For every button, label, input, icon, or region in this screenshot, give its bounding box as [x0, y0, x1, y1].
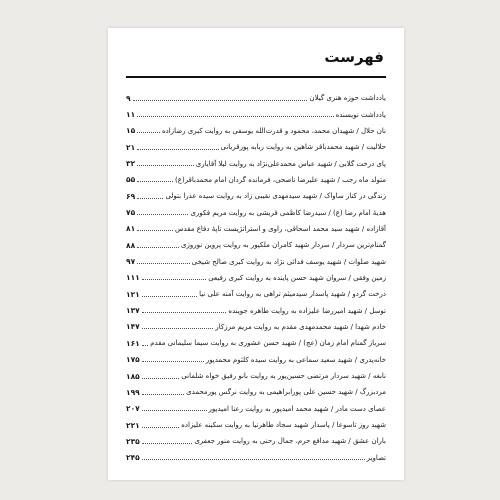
- toc-entry-title: تصاویر: [366, 453, 386, 462]
- dot-leader: [137, 214, 188, 215]
- toc-entry: [126, 188, 386, 204]
- toc-page-number: ۳۲: [126, 159, 136, 169]
- toc-page-number: ۲۴۵: [126, 453, 140, 463]
- table-of-contents: [126, 90, 386, 466]
- dot-leader: [142, 279, 206, 280]
- dot-leader: [137, 165, 194, 166]
- dot-leader: [137, 116, 333, 117]
- dot-leader: [142, 361, 204, 362]
- toc-page-number: ۲۱: [126, 142, 136, 152]
- toc-page-number: ۸۱: [126, 224, 136, 234]
- dot-leader: [142, 378, 180, 379]
- toc-entry-title: یادداشت حوزه هنری گیلان: [309, 94, 386, 103]
- toc-entry-title: درخت گردو / شهید پاسدار سیدمیثم تراهی به روایت آمنه علی نیا: [199, 290, 386, 299]
- toc-entry-title: زندگی در کنار ساواک / شهید سیدمهدی نقیبی زاد به روایت سیده عذرا بتولی: [165, 192, 386, 201]
- toc-entry-title: متولد ماه رجب / شهید علیرضا ناصحی، فرمانده گردان امام محمدباقر(ع): [175, 175, 386, 184]
- toc-entry-title: یادداشت نویسنده: [335, 110, 386, 119]
- dot-leader: [142, 459, 365, 460]
- toc-entry: [126, 450, 386, 466]
- dot-leader: [142, 345, 148, 346]
- toc-page-number: ۹: [126, 93, 131, 103]
- toc-page-number: ۲۳۵: [126, 436, 140, 446]
- toc-page-number: ۲۰۷: [126, 404, 140, 414]
- dot-leader: [137, 247, 179, 248]
- toc-entry-title: حلالیت / شهید محمدباقر شاهین به روایت ربابه پورقربانی: [220, 143, 386, 152]
- dot-leader: [133, 100, 308, 101]
- toc-entry: [126, 106, 386, 122]
- toc-entry-title: شهید روز تاسوعا / پاسدار شهید سجاد طاهرنیا به روایت سکینه علیزاده: [181, 421, 386, 430]
- toc-entry: [126, 384, 386, 400]
- toc-entry-title: پای درخت گلابی / شهید عباس محمدعلی‌نژاد به روایت لیلا آقایاری: [195, 159, 386, 168]
- dot-leader: [142, 410, 207, 411]
- toc-entry-title: زمین وفقی / سروان شهید حسن پاینده به روایت کبری رفیعی: [208, 273, 386, 282]
- toc-page-number: ۲۲۱: [126, 420, 140, 430]
- toc-entry: [126, 139, 386, 155]
- toc-entry-title: آقازاده / شهید سید محمد اسحاقی، راوی و استراتژیست تاپهٔ دفاع مقدس: [174, 224, 386, 233]
- toc-entry: [126, 155, 386, 171]
- toc-page-number: ۸۸: [126, 240, 136, 250]
- toc-entry: [126, 204, 386, 220]
- dot-leader: [137, 263, 189, 264]
- book-page: [108, 28, 404, 480]
- toc-entry-title: نابغه / شهید سردار مرتضی حسین‌پور به روایت بانو رفیق خواه شلمانی: [181, 372, 386, 381]
- dot-leader: [137, 181, 173, 182]
- toc-entry: [126, 253, 386, 269]
- toc-entry-title: گمنام‌ترین سردار / سردار شهید کامران ملکپور به روایت پروین نوروزی: [181, 241, 386, 250]
- toc-page-number: ۱۹۹: [126, 387, 140, 397]
- toc-page-number: ۱۶۱: [126, 338, 140, 348]
- toc-page-number: ۵۵: [126, 175, 136, 185]
- toc-page-number: ۹۷: [126, 257, 136, 267]
- toc-entry-title: خانه‌پدری / شهید سعید سماعی به روایت سیده کلثوم محمدپور: [205, 355, 386, 364]
- toc-entry: [126, 319, 386, 335]
- toc-entry-title: عصای دست مادر / شهید محمد امیدپور به روایت رعنا امیدپور: [208, 404, 386, 413]
- dot-leader: [142, 427, 179, 428]
- toc-entry-title: نان حلال / شهیدان محمد، محمود و قدرت‌الله یوسفی به روایت کبری رضازاده: [161, 126, 386, 135]
- toc-entry-title: شهید صلوات / شهید یوسف فدائی نژاد به روایت کبری صالح شیخی: [191, 257, 386, 266]
- toc-entry-title: باران عشق / شهید مدافع حرم، جمال رحنی به روایت منور جعفری: [194, 437, 386, 446]
- toc-entry: [126, 286, 386, 302]
- toc-page-number: ۱۱۱: [126, 273, 140, 283]
- dot-leader: [142, 296, 197, 297]
- toc-entry: [126, 401, 386, 417]
- toc-entry: [126, 172, 386, 188]
- toc-entry: [126, 123, 386, 139]
- toc-page-number: ۱۸۵: [126, 371, 140, 381]
- toc-entry: [126, 90, 386, 106]
- toc-entry: [126, 368, 386, 384]
- toc-entry: [126, 221, 386, 237]
- toc-entry: [126, 433, 386, 449]
- dot-leader: [137, 149, 218, 150]
- dot-leader: [137, 198, 163, 199]
- dot-leader: [142, 394, 184, 395]
- toc-page-number: ۷۵: [126, 208, 136, 218]
- toc-page-number: ۱۱: [126, 110, 136, 120]
- page-title: فهرست: [324, 48, 384, 66]
- toc-page-number: ۶۹: [126, 191, 136, 201]
- dot-leader: [137, 230, 173, 231]
- dot-leader: [142, 312, 227, 313]
- toc-entry-title: مردبزرگ / شهید حسین علی پورابراهیمی به روایت نرگس پورمحمدی: [186, 388, 386, 397]
- toc-entry-title: توسل / شهید امیررضا علیزاده به روایت طاهره جوینده: [228, 306, 386, 315]
- toc-entry: [126, 302, 386, 318]
- toc-page-number: ۱۲۱: [126, 289, 140, 299]
- dot-leader: [142, 328, 214, 329]
- toc-entry-title: خادم شهدا / شهید محمدمهدی مقدم به روایت مریم مرزکار: [215, 322, 386, 331]
- toc-entry: [126, 352, 386, 368]
- toc-entry: [126, 335, 386, 351]
- toc-entry: [126, 237, 386, 253]
- toc-entry-title: هدیهٔ امام رضا (ع) / سیدرضا کاظمی قریشی به روایت مریم فکوری: [190, 208, 386, 217]
- dot-leader: [137, 132, 160, 133]
- toc-entry: [126, 417, 386, 433]
- toc-page-number: ۱۵: [126, 126, 136, 136]
- toc-page-number: ۱۳۷: [126, 306, 140, 316]
- title-underline: [126, 76, 386, 78]
- toc-page-number: ۱۷۵: [126, 355, 140, 365]
- toc-entry: [126, 270, 386, 286]
- toc-entry-title: سرباز گمنام امام زمان (عج) / شهید حسن عشوری به روایت سیما سلیمانی مقدم: [150, 339, 386, 348]
- toc-page-number: ۱۴۷: [126, 322, 140, 332]
- dot-leader: [142, 443, 193, 444]
